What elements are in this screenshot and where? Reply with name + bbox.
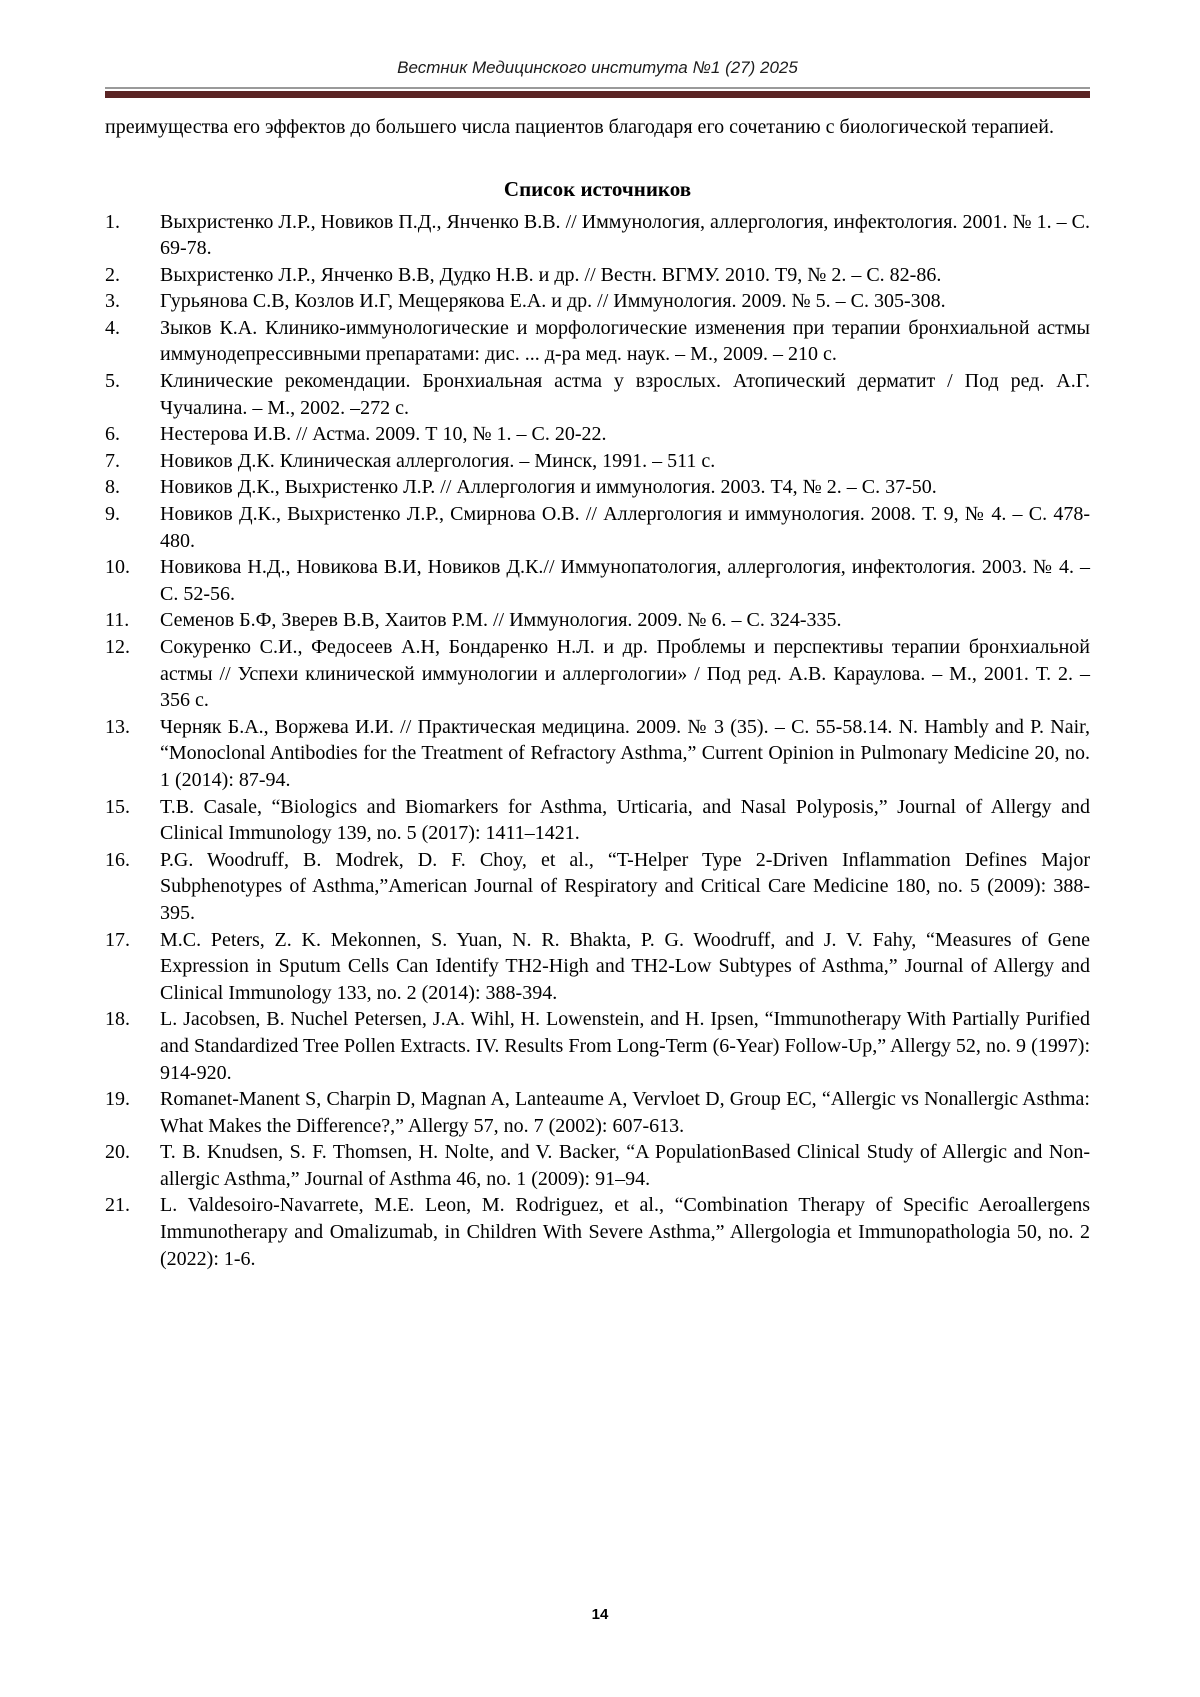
reference-item — [105, 1006, 1090, 1086]
reference-item — [105, 1139, 1090, 1192]
reference-item — [105, 634, 1090, 714]
reference-number: 10. — [105, 556, 130, 579]
reference-text: Нестерова И.В. // Астма. 2009. Т 10, № 1. – С. 20-22. — [160, 423, 607, 446]
reference-number: 3. — [105, 290, 120, 313]
reference-text: Сокуренко С.И., Федосеев А.Н, Бондаренко Н.Л. и др. Проблемы и перспективы терапии бронхиальной астмы // Успехи клинической иммунологии и аллергологии» / Под ред. А.В. Караулова. – М., 2001. Т. 2. – 356 с. — [160, 636, 1090, 712]
reference-number: 21. — [105, 1194, 130, 1217]
reference-item — [105, 1192, 1090, 1272]
reference-text: Новиков Д.К., Выхристенко Л.Р. // Аллергология и иммунология. 2003. Т4, № 2. – С. 37-50. — [160, 476, 937, 499]
reference-number: 17. — [105, 928, 130, 951]
reference-item — [105, 554, 1090, 607]
reference-text: Новиков Д.К. Клиническая аллергология. – Минск, 1991. – 511 с. — [160, 449, 716, 472]
reference-item — [105, 448, 1090, 475]
reference-number: 6. — [105, 423, 120, 446]
reference-number: 15. — [105, 795, 130, 818]
reference-text: T.B. Casale, “Biologics and Biomarkers for Asthma, Urticaria, and Nasal Polyposis,” Journal of Allergy and Clinical Immunology 139, no. 5 (2017): 1411–1421. — [160, 795, 1090, 845]
reference-number: 19. — [105, 1088, 130, 1111]
reference-number: 11. — [105, 609, 130, 632]
reference-item — [105, 847, 1090, 927]
reference-number: 1. — [105, 210, 120, 233]
reference-number: 4. — [105, 316, 120, 339]
reference-text: Новиков Д.К., Выхристенко Л.Р., Смирнова О.В. // Аллергология и иммунология. 2008. Т. 9, № 4. – С. 478-480. — [160, 503, 1090, 552]
reference-text: Romanet-Manent S, Charpin D, Magnan A, Lanteaume A, Vervloet D, Group EC, “Allergic vs Nonallergic Asthma: What Makes the Difference?,” Allergy 57, no. 7 (2002): 607-613. — [160, 1088, 1090, 1137]
reference-text: L. Jacobsen, B. Nuchel Petersen, J.A. Wihl, H. Lowenstein, and H. Ipsen, “Immunotherapy With Partially Purified and Standardized Tree Pollen Extracts. IV. Results From Long-Term (6-Year) Follow-Up,” Allergy 52, no. 9 (1997): 914-920. — [160, 1008, 1090, 1084]
reference-number: 8. — [105, 476, 120, 499]
reference-item — [105, 368, 1090, 421]
reference-number: 18. — [105, 1008, 130, 1031]
reference-item — [105, 927, 1090, 1007]
reference-item — [105, 315, 1090, 368]
reference-item — [105, 474, 1090, 501]
reference-number: 13. — [105, 715, 130, 738]
reference-item — [105, 288, 1090, 315]
journal-running-head: Вестник Медицинского института №1 (27) 2025 — [397, 58, 798, 77]
reference-text: Выхристенко Л.Р., Новиков П.Д., Янченко В.В. // Иммунология, аллергология, инфектология. 2001. № 1. – С. 69-78. — [160, 210, 1090, 260]
reference-number: 7. — [105, 449, 120, 472]
reference-text: Черняк Б.А., Воржева И.И. // Практическая медицина. 2009. № 3 (35). – С. 55-58.14. N. Hambly and P. Nair, “Monoclonal Antibodies for the Treatment of Refractory Asthma,” Current Opinion in Pulmonary Medicine 20, no. 1 (2014): 87-94. — [160, 715, 1090, 791]
reference-item — [105, 262, 1090, 289]
reference-item — [105, 421, 1090, 448]
references-title: Список источников — [503, 176, 692, 201]
reference-text: Выхристенко Л.Р., Янченко В.В, Дудко Н.В. и др. // Вестн. ВГМУ. 2010. Т9, № 2. – С. 82-86. — [160, 263, 942, 286]
page-number: 14 — [591, 1606, 609, 1623]
reference-text: Гурьянова С.В, Козлов И.Г, Мещерякова Е.А. и др. // Иммунология. 2009. № 5. – С. 305-308. — [160, 290, 946, 313]
reference-item — [105, 1086, 1090, 1139]
references-list — [105, 209, 1090, 1273]
reference-item — [105, 501, 1090, 554]
reference-text: L. Valdesoiro-Navarrete, M.E. Leon, M. Rodriguez, et al., “Combination Therapy of Specific Aeroallergens Immunotherapy and Omalizumab, in Children With Severe Asthma,” Allergologia et Immunopathologia 50, no. 2 (2022): 1-6. — [160, 1194, 1090, 1270]
header-rule-thick — [105, 91, 1090, 98]
reference-text: P.G. Woodruff, B. Modrek, D. F. Choy, et al., “T-Helper Type 2-Driven Inflammation Defines Major Subphenotypes of Asthma,”American Journal of Respiratory and Critical Care Medicine 180, no. 5 (2009): 388-395. — [160, 848, 1090, 924]
reference-item — [105, 794, 1090, 847]
reference-item — [105, 607, 1090, 634]
reference-number: 5. — [105, 370, 120, 393]
reference-number: 12. — [105, 636, 130, 658]
reference-text: Клинические рекомендации. Бронхиальная астма у взрослых. Атопический дерматит / Под ред. А.Г. Чучалина. – М., 2002. –272 с. — [160, 370, 1090, 419]
reference-number: 20. — [105, 1141, 130, 1164]
intro-paragraph: преимущества его эффектов до большего числа пациентов благодаря его сочетанию с биологической терапией. — [105, 116, 1054, 138]
reference-text: Семенов Б.Ф, Зверев В.В, Хаитов Р.М. // Иммунология. 2009. № 6. – С. 324-335. — [160, 609, 842, 632]
header-rule-thin — [105, 87, 1090, 89]
reference-item — [105, 714, 1090, 794]
reference-item — [105, 209, 1090, 262]
reference-text: Зыков К.А. Клинико-иммунологические и морфологические изменения при терапии бронхиальной астмы иммунодепрессивными препаратами: дис. ... д-ра мед. наук. – М., 2009. – 210 с. — [160, 316, 1090, 366]
reference-text: M.C. Peters, Z. K. Mekonnen, S. Yuan, N. R. Bhakta, P. G. Woodruff, and J. V. Fahy, “Measures of Gene Expression in Sputum Cells Can Identify TH2-High and TH2-Low Subtypes of Asthma,” Journal of Allergy and Clinical Immunology 133, no. 2 (2014): 388-394. — [160, 928, 1090, 1004]
reference-text: T. B. Knudsen, S. F. Thomsen, H. Nolte, and V. Backer, “A PopulationBased Clinical Study of Allergic and Non-allergic Asthma,” Journal of Asthma 46, no. 1 (2009): 91–94. — [160, 1141, 1090, 1190]
reference-number: 16. — [105, 848, 130, 871]
reference-number: 9. — [105, 503, 120, 526]
reference-number: 2. — [105, 263, 120, 286]
reference-text: Новикова Н.Д., Новикова В.И, Новиков Д.К.// Иммунопатология, аллергология, инфектология. 2003. № 4. – С. 52-56. — [160, 556, 1090, 605]
